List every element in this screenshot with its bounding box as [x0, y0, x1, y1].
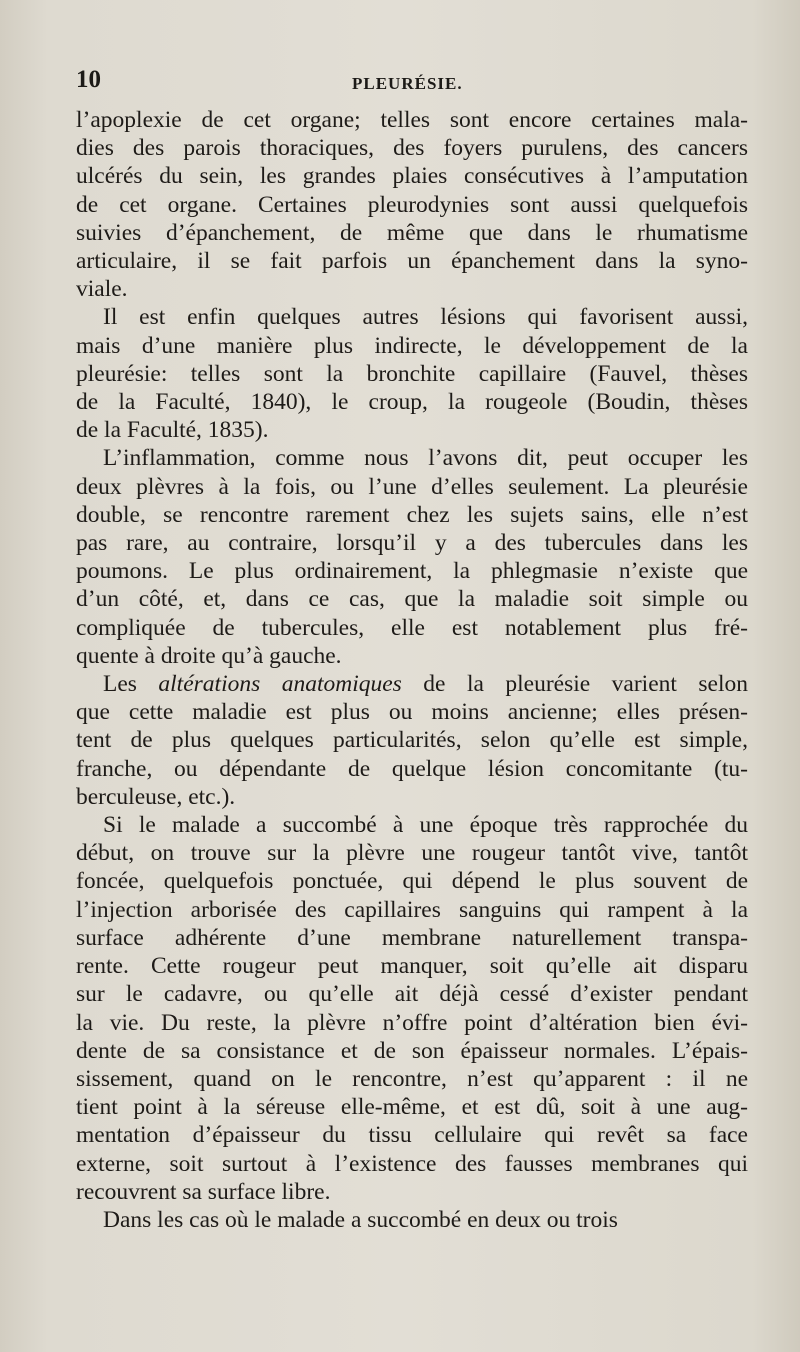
body-text	[76, 106, 748, 1234]
text-line: ulcérés du sein, les grandes plaies consécutives à l’amputation	[76, 163, 748, 190]
text-line: la vie. Du reste, la plèvre n’offre point d’altération bien évi-	[76, 1009, 748, 1036]
text-line: franche, ou dépendante de quelque lésion concomitante (tu-	[76, 755, 748, 782]
page-number: 10	[76, 66, 101, 93]
text-line: mentation d’épaisseur du tissu cellulaire qui revêt sa face	[76, 1122, 748, 1149]
text-line: sur le cadavre, ou qu’elle ait déjà cessé d’exister pendant	[76, 981, 748, 1008]
text-line: poumons. Le plus ordinairement, la phlegmasie n’existe que	[76, 558, 748, 585]
page-header	[76, 66, 748, 102]
paragraph-p2	[76, 303, 748, 444]
text-line: foncée, quelquefois ponctuée, qui dépend le plus souvent de	[76, 868, 748, 895]
paragraph-p5	[76, 811, 748, 1206]
text-line: tent de plus quelques particularités, selon qu’elle est simple,	[76, 727, 748, 754]
text-line: articulaire, il se fait parfois un épanchement dans la syno-	[76, 248, 748, 275]
running-head: PLEURÉSIE.	[352, 74, 463, 93]
text-line: Dans les cas où le malade a succombé en deux ou trois	[103, 1206, 618, 1233]
paragraph-p1	[76, 106, 748, 303]
text-line: double, se rencontre rarement chez les sujets sains, elle n’est	[76, 501, 748, 528]
text-line: de la Faculté, 1835).	[76, 417, 269, 444]
text-line: deux plèvres à la fois, ou l’une d’elles seulement. La pleurésie	[76, 473, 748, 500]
text-line: mais d’une manière plus indirecte, le développement de la	[76, 332, 748, 359]
paragraph-p4	[76, 670, 748, 811]
text-line: viale.	[76, 276, 128, 303]
paragraph-p6	[76, 1206, 748, 1234]
text-line: berculeuse, etc.).	[76, 783, 236, 810]
text-line: de cet organe. Certaines pleurodynies sont aussi quelquefois	[76, 191, 748, 218]
paragraph-p3	[76, 444, 748, 670]
text-line: dente de sa consistance et de son épaisseur normales. L’épais-	[76, 1037, 748, 1064]
text-line: Si le malade a succombé à une époque très rapprochée du	[103, 812, 748, 839]
text-line: début, on trouve sur la plèvre une rougeur tantôt vive, tantôt	[76, 840, 748, 867]
text-line: Les altérations anatomiques de la pleurésie varient selon	[103, 671, 748, 698]
text-line: rente. Cette rougeur peut manquer, soit qu’elle ait disparu	[76, 953, 748, 980]
text-line: Il est enfin quelques autres lésions qui favorisent aussi,	[103, 304, 748, 331]
text-line: dies des parois thoraciques, des foyers purulens, des cancers	[76, 135, 748, 162]
text-line: que cette maladie est plus ou moins ancienne; elles présen-	[76, 699, 748, 726]
text-line: quente à droite qu’à gauche.	[76, 642, 342, 669]
text-line: recouvrent sa surface libre.	[76, 1178, 331, 1205]
text-line: tient point à la séreuse elle-même, et est dû, soit à une aug-	[76, 1094, 748, 1121]
text-line: l’apoplexie de cet organe; telles sont encore certaines mala-	[76, 107, 748, 133]
text-line: compliquée de tubercules, elle est notablement plus fré-	[76, 614, 748, 641]
text-line: suivies d’épanchement, de même que dans le rhumatisme	[76, 219, 748, 246]
text-line: l’injection arborisée des capillaires sanguins qui rampent à la	[76, 896, 748, 923]
text-line: externe, soit surtout à l’existence des fausses membranes qui	[76, 1150, 748, 1177]
text-line: de la Faculté, 1840), le croup, la rougeole (Boudin, thèses	[76, 389, 748, 416]
text-line: pas rare, au contraire, lorsqu’il y a des tubercules dans les	[76, 530, 748, 557]
text-line: pleurésie: telles sont la bronchite capillaire (Fauvel, thèses	[76, 360, 748, 387]
text-line: surface adhérente d’une membrane naturellement transpa-	[76, 924, 748, 951]
text-line: d’un côté, et, dans ce cas, que la maladie soit simple ou	[76, 586, 748, 613]
text-line: sissement, quand on le rencontre, n’est qu’apparent : il ne	[76, 1065, 748, 1092]
text-line: L’inflammation, comme nous l’avons dit, peut occuper les	[103, 445, 748, 472]
